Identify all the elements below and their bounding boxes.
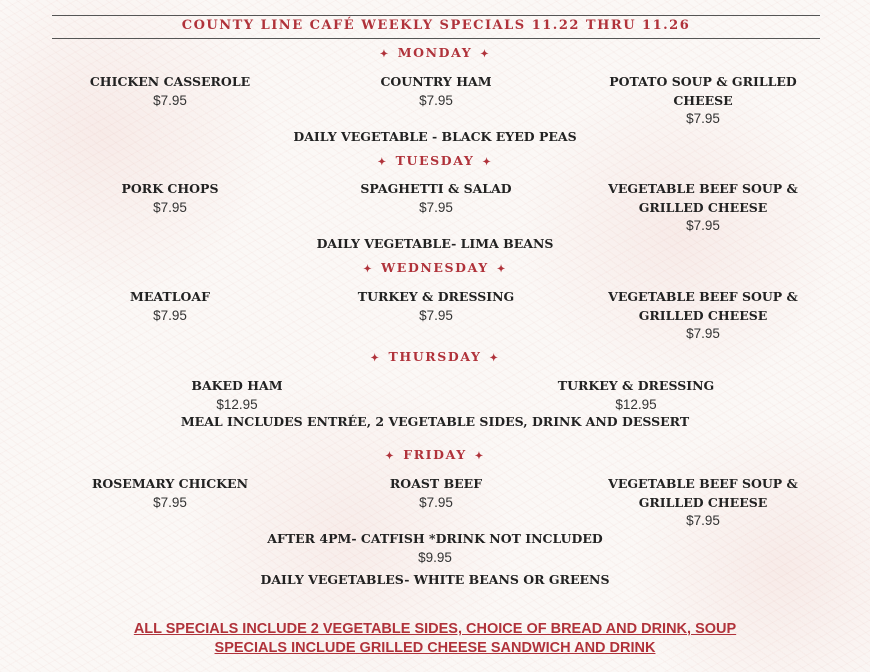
day-label: FRIDAY [403,447,467,462]
item-name: ROAST BEEF [389,476,483,491]
menu-item-baked-ham [117,377,357,414]
star-icon: ✦ [474,451,485,462]
item-price: $7.95 [419,92,453,108]
day-heading-thursday [0,349,870,364]
item-price: $12.95 [615,396,657,412]
item-price: $7.95 [153,494,187,510]
menu-item-chicken-casserole [50,73,290,110]
catfish-price: $9.95 [418,550,452,565]
menu-item-spaghetti-salad [316,180,556,217]
item-price: $7.95 [686,111,720,126]
specials-footer-note [0,620,870,658]
menu-item-meatloaf [50,288,290,325]
day-heading-monday [0,45,870,60]
day-label: WEDNESDAY [381,260,489,275]
monday-vegetable-note: DAILY VEGETABLE - BLACK EYED PEAS [293,129,577,144]
star-icon: ✦ [379,49,390,60]
menu-item-vegetable-beef-soup [583,288,823,344]
item-name: COUNTRY HAM [380,74,492,89]
item-price: $7.95 [153,92,187,108]
day-heading-friday [0,447,870,462]
item-price: $12.95 [216,396,258,412]
menu-item-potato-soup [583,73,823,129]
footer-line-2: SPECIALS INCLUDE GRILLED CHEESE SANDWICH AND DRINK [214,640,656,656]
item-price: $7.95 [153,199,187,215]
item-name: PORK CHOPS [121,181,219,196]
menu-item-turkey-dressing [316,288,556,325]
day-heading-wednesday [0,260,870,275]
star-icon: ✦ [496,264,507,275]
menu-item-vegetable-beef-soup [583,475,823,531]
star-icon: ✦ [385,451,396,462]
footer-line-1: ALL SPECIALS INCLUDE 2 VEGETABLE SIDES, CHOICE OF BREAD AND DRINK, SOUP [133,621,737,637]
item-price: $7.95 [686,326,720,341]
menu-item-pork-chops [50,180,290,217]
item-name: VEGETABLE BEEF SOUP & GRILLED CHEESE [608,181,798,215]
thursday-meal-note: MEAL INCLUDES ENTRÉE, 2 VEGETABLE SIDES, DRINK AND DESSERT [180,414,690,429]
item-price: $7.95 [686,218,720,233]
star-icon: ✦ [489,353,500,364]
item-name: ROSEMARY CHICKEN [91,476,249,491]
item-name: MEATLOAF [130,289,210,304]
star-icon: ✦ [480,49,491,60]
top-rule [52,15,820,16]
item-name: VEGETABLE BEEF SOUP & GRILLED CHEESE [608,476,798,510]
item-name: CHICKEN CASSEROLE [89,74,251,89]
star-icon: ✦ [370,353,381,364]
menu-item-turkey-dressing [516,377,756,414]
item-price: $7.95 [686,513,720,528]
day-label: MONDAY [397,45,473,60]
item-price: $7.95 [419,199,453,215]
day-label: THURSDAY [388,349,482,364]
item-name: TURKEY & DRESSING [357,289,515,304]
day-label: TUESDAY [395,153,475,168]
menu-item-country-ham [316,73,556,110]
menu-item-vegetable-beef-soup [583,180,823,236]
item-price: $7.95 [153,307,187,323]
star-icon: ✦ [377,157,388,168]
header-rule [52,38,820,39]
menu-title: COUNTY LINE CAFÉ WEEKLY SPECIALS 11.22 THRU 11.26 [181,18,691,33]
item-price: $7.95 [419,494,453,510]
friday-vegetable-note: DAILY VEGETABLES- WHITE BEANS OR GREENS [260,572,610,587]
star-icon: ✦ [482,157,493,168]
item-name: BAKED HAM [191,378,283,393]
item-price: $7.95 [419,307,453,323]
day-heading-tuesday [0,153,870,168]
item-name: TURKEY & DRESSING [557,378,715,393]
item-name: VEGETABLE BEEF SOUP & GRILLED CHEESE [608,289,798,323]
menu-item-rosemary-chicken [50,475,290,512]
star-icon: ✦ [363,264,374,275]
tuesday-vegetable-note: DAILY VEGETABLE- LIMA BEANS [316,236,554,251]
menu-item-roast-beef [316,475,556,512]
friday-catfish-special: AFTER 4PM- CATFISH *DRINK NOT INCLUDED [267,531,603,546]
item-name: SPAGHETTI & SALAD [360,181,512,196]
item-name: POTATO SOUP & GRILLED CHEESE [609,74,797,108]
